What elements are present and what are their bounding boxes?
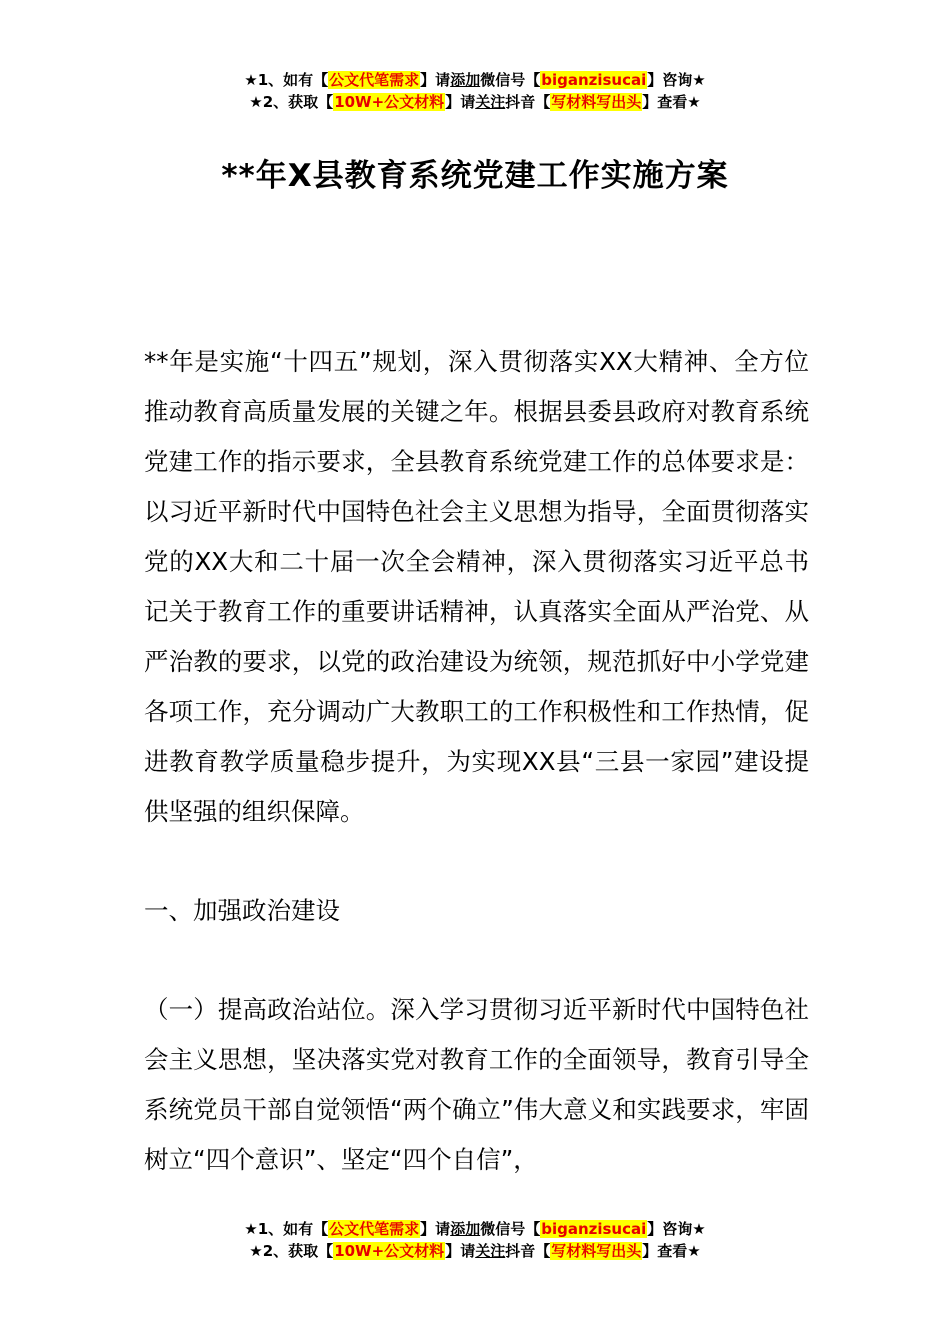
promo-underlined-text: 关注 [475,1242,506,1260]
promo-text: 抖音【 [505,93,551,111]
subsection-paragraph-block [144,985,809,1185]
promo-text: 】查看★ [642,93,701,111]
promo-text: 】请 [420,71,451,89]
promo-text: ★1、如有【 [244,1220,329,1238]
promo-text: ★2、获取【 [249,1242,334,1260]
promo-text: 抖音【 [505,1242,551,1260]
promo-wechat-id: biganzisucai [541,71,647,89]
promo-line-2 [0,1240,950,1262]
promo-line-1 [0,69,950,91]
promo-text: ★1、如有【 [244,71,329,89]
section-heading: 一、加强政治建设 [144,896,340,925]
promo-underlined-text: 关注 [475,93,506,111]
promo-text: 】查看★ [642,1242,701,1260]
promo-wechat-id: biganzisucai [541,1220,647,1238]
intro-paragraph-block [144,337,809,837]
subsection-paragraph: （一）提高政治站位。深入学习贯彻习近平新时代中国特色社会主义思想，坚决落实党对教育工作的全面领导，教育引导全系统党员干部自觉领悟“两个确立”伟大意义和实践要求，牢固树立“四个意识”、坚定“四个自信”， [144,995,809,1174]
promo-banner-top [0,69,950,113]
promo-underlined-text: 添加 [450,71,481,89]
promo-text: 】咨询★ [647,71,706,89]
promo-highlight: 公文代笔需求 [329,1220,420,1238]
promo-text: 】请 [445,93,476,111]
promo-text: 微信号【 [480,1220,541,1238]
promo-text: 】咨询★ [647,1220,706,1238]
promo-line-2 [0,91,950,113]
promo-highlight: 10W+公文材料 [334,93,445,111]
promo-text: 】请 [420,1220,451,1238]
promo-text: ★2、获取【 [249,93,334,111]
promo-text: 微信号【 [480,71,541,89]
promo-banner-bottom [0,1218,950,1262]
promo-underlined-text: 添加 [450,1220,481,1238]
intro-paragraph: **年是实施“十四五”规划，深入贯彻落实XX大精神、全方位推动教育高质量发展的关键之年。根据县委县政府对教育系统党建工作的指示要求，全县教育系统党建工作的总体要求是：以习近平新时代中国特色社会主义思想为指导，全面贯彻落实党的XX大和二十届一次全会精神，深入贯彻落实习近平总书记关于教育工作的重要讲话精神，认真落实全面从严治党、从严治教的要求，以党的政治建设为统领，规范抓好中小学党建各项工作，充分调动广大教职工的工作积极性和工作热情，促进教育教学质量稳步提升，为实现XX县“三县一家园”建设提供坚强的组织保障。 [144,347,809,826]
promo-douyin-id: 写材料写出头 [551,93,642,111]
document-title: **年X县教育系统党建工作实施方案 [221,158,729,194]
promo-highlight: 公文代笔需求 [329,71,420,89]
promo-douyin-id: 写材料写出头 [551,1242,642,1260]
section-heading-block [144,886,809,936]
promo-text: 】请 [445,1242,476,1260]
promo-line-1 [0,1218,950,1240]
promo-highlight: 10W+公文材料 [334,1242,445,1260]
